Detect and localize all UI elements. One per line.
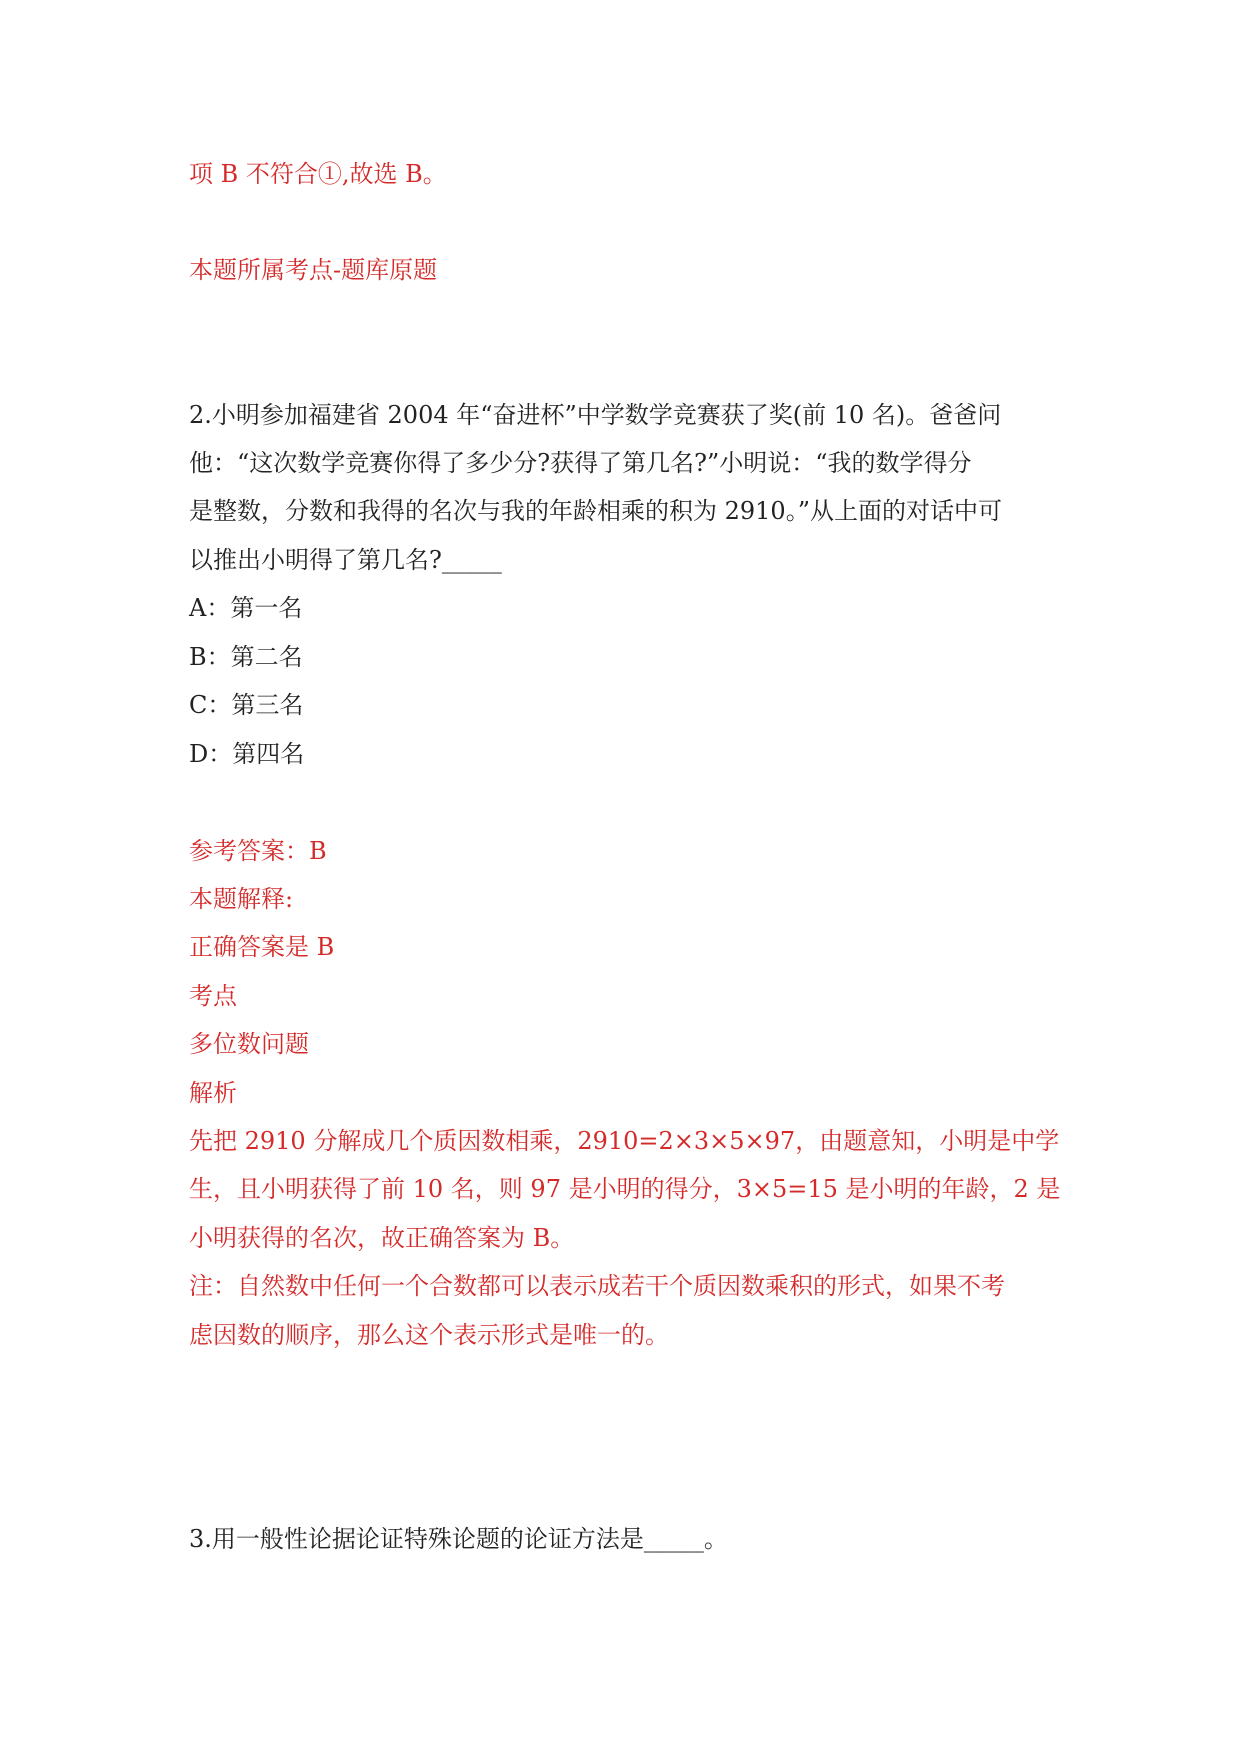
q2-kaodian: 多位数问题 (189, 1030, 309, 1058)
q3-stem: 3.用一般性论据论证特殊论题的论证方法是_____。 (189, 1525, 728, 1553)
q2-option-c: C：第三名 (189, 691, 304, 719)
q2-option-d: D：第四名 (189, 740, 305, 768)
q2-kaodian-label: 考点 (189, 982, 237, 1010)
q2-analysis-line-3: 小明获得的名次，故正确答案为 B。 (189, 1224, 575, 1252)
q2-explanation-title: 本题解释: (189, 885, 294, 913)
prev-question-source: 本题所属考点-题库原题 (189, 256, 438, 284)
q2-analysis-line-1: 先把 2910 分解成几个质因数相乘，2910=2×3×5×97，由题意知，小明是中学 (189, 1127, 1060, 1155)
q2-stem-line-1: 2.小明参加福建省 2004 年“奋进杯”中学数学竞赛获了奖(前 10 名)。爸爸问 (189, 401, 1002, 429)
prev-explanation-tail: 项 B 不符合①,故选 B。 (189, 160, 447, 188)
q2-stem-line-4: 以推出小明得了第几名?_____ (189, 546, 502, 574)
q2-option-b: B：第二名 (189, 643, 303, 671)
q2-stem-line-2: 他：“这次数学竞赛你得了多少分?获得了第几名?”小明说：“我的数学得分 (189, 449, 972, 477)
q2-stem-line-3: 是整数，分数和我得的名次与我的年龄相乘的积为 2910。”从上面的对话中可 (189, 497, 1002, 525)
q2-note-line-2: 虑因数的顺序，那么这个表示形式是唯一的。 (189, 1321, 669, 1349)
q2-option-a: A：第一名 (189, 594, 303, 622)
q2-analysis-label: 解析 (189, 1079, 237, 1107)
q2-analysis-line-2: 生，且小明获得了前 10 名，则 97 是小明的得分，3×5=15 是小明的年龄，2 是 (189, 1175, 1061, 1203)
q2-correct-answer: 正确答案是 B (189, 933, 335, 961)
q2-reference-answer: 参考答案：B (189, 837, 327, 865)
q2-note-line-1: 注：自然数中任何一个合数都可以表示成若干个质因数乘积的形式，如果不考 (189, 1272, 1005, 1300)
